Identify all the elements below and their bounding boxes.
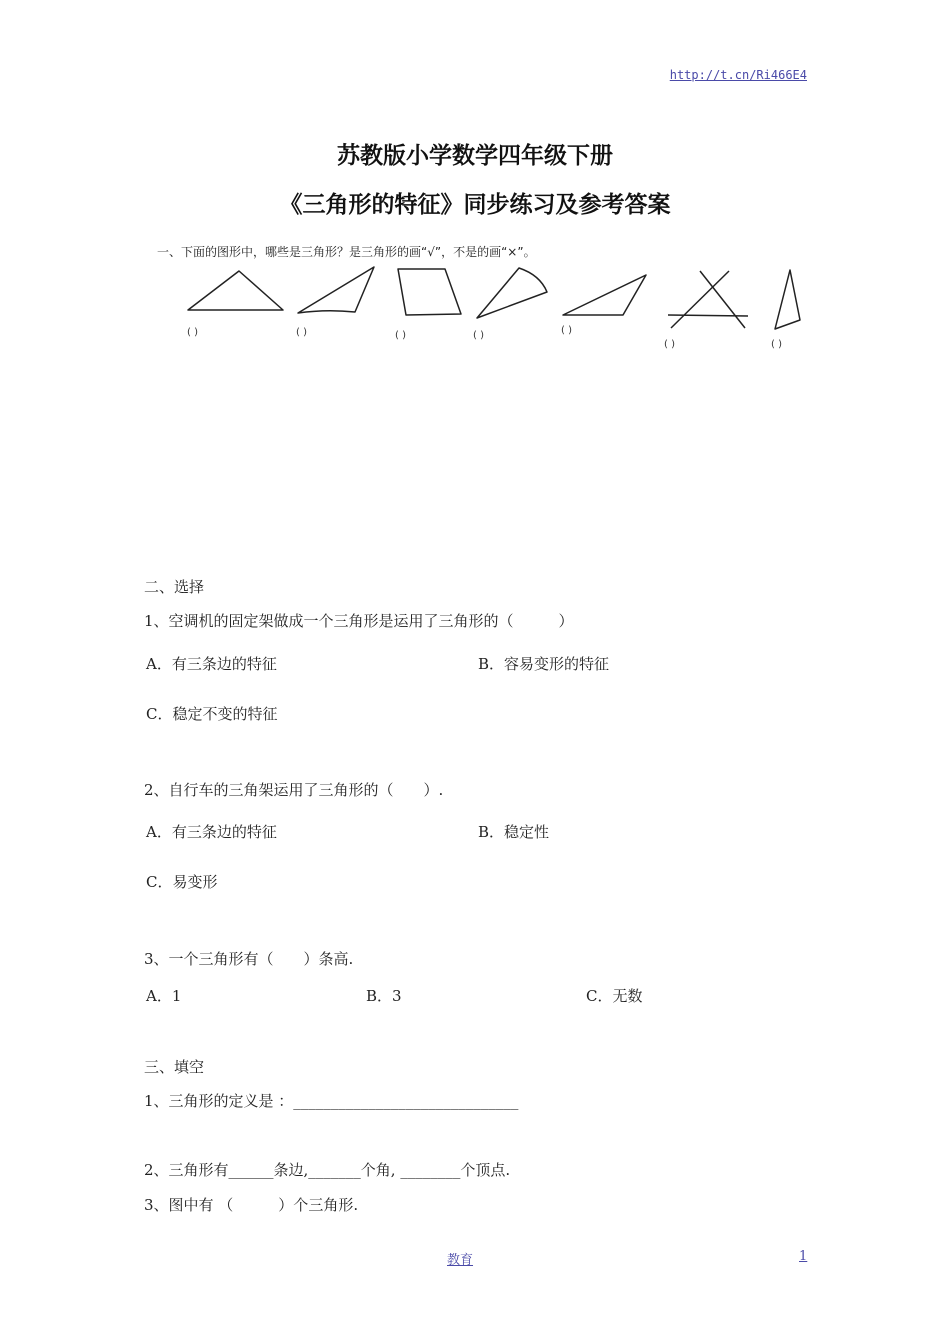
sector-shape-icon <box>477 268 547 318</box>
choice-question-2: 2、自行车的三角架运用了三角形的（ ）. <box>144 781 444 799</box>
q1-option-b[interactable]: B．容易变形的特征 <box>478 655 610 673</box>
q3-option-a[interactable]: A．1 <box>146 987 182 1005</box>
answer-blank[interactable]: ( ) <box>664 339 675 350</box>
footer-link[interactable]: 教育 <box>447 1253 474 1268</box>
fill-question-1[interactable]: 1、三角形的定义是 ：______________________________ <box>144 1092 519 1110</box>
answer-blank[interactable]: ( ) <box>771 339 782 350</box>
page-subtitle: 《三角形的特征》同步练习及参考答案 <box>279 191 671 218</box>
q1-option-c[interactable]: C．稳定不变的特征 <box>146 705 278 723</box>
parallelogram-icon <box>398 269 461 315</box>
q3-option-c[interactable]: C．无数 <box>586 987 643 1005</box>
answer-blank[interactable]: ( ) <box>561 325 572 336</box>
crossing-lines-icon <box>668 271 748 328</box>
section1-figures <box>0 0 950 370</box>
triangle-flat-icon <box>188 271 283 310</box>
answer-blank[interactable]: ( ) <box>473 330 484 341</box>
q2-option-a[interactable]: A．有三条边的特征 <box>146 823 277 841</box>
answer-blank[interactable]: ( ) <box>296 327 307 338</box>
header-url-link[interactable]: http://t.cn/Ri466E4 <box>669 68 807 82</box>
choice-question-3: 3、一个三角形有（ ）条高. <box>144 950 354 968</box>
section1-heading: 一、下面的图形中，哪些是三角形？是三角形的画“√”，不是的画“×”。 <box>157 245 536 259</box>
section2-heading: 二、选择 <box>144 578 205 596</box>
q2-option-b[interactable]: B．稳定性 <box>478 823 550 841</box>
page-number[interactable]: 1 <box>799 1249 808 1264</box>
page-title: 苏教版小学数学四年级下册 <box>337 142 613 169</box>
section3-heading: 三、填空 <box>144 1058 205 1076</box>
fill-question-2[interactable]: 2、三角形有______条边,_______个角, ________个顶点. <box>144 1161 511 1179</box>
thin-triangle-icon <box>563 275 646 315</box>
q2-option-c[interactable]: C．易变形 <box>146 873 218 891</box>
curved-side-shape-icon <box>298 267 374 313</box>
q1-option-a[interactable]: A．有三条边的特征 <box>146 655 277 673</box>
q3-option-b[interactable]: B．3 <box>366 987 402 1005</box>
narrow-triangle-icon <box>775 270 800 329</box>
answer-blank[interactable]: ( ) <box>187 327 198 338</box>
fill-question-3[interactable]: 3、图中有 （ ）个三角形. <box>144 1196 359 1214</box>
answer-blank[interactable]: ( ) <box>395 330 406 341</box>
choice-question-1: 1、空调机的固定架做成一个三角形是运用了三角形的（ ） <box>144 612 574 630</box>
